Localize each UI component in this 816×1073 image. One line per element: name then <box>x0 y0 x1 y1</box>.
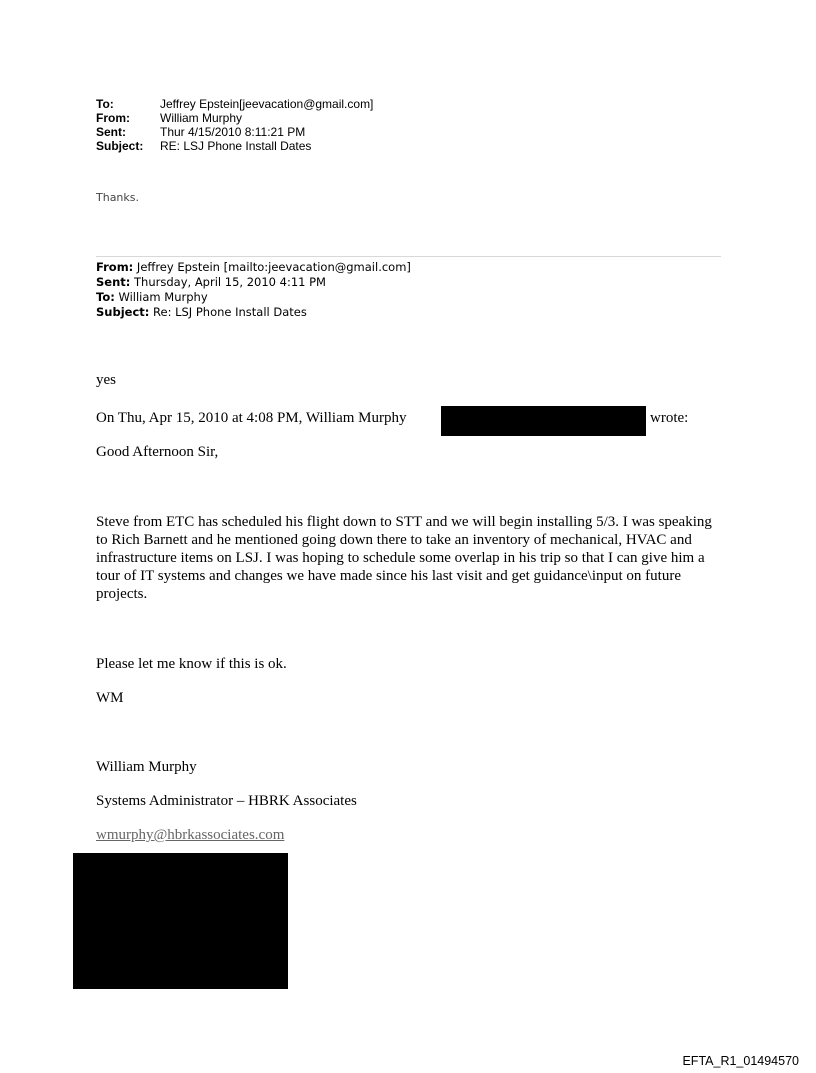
quoted-to-value: William Murphy <box>114 290 208 304</box>
header-from-value: William Murphy <box>160 111 243 125</box>
quoted-from-row <box>96 260 411 275</box>
header-to-row <box>96 97 373 111</box>
header-to-value: Jeffrey Epstein[jeevacation@gmail.com] <box>160 97 374 111</box>
quoted-from-label: From: <box>96 260 134 274</box>
quoted-from-value: Jeffrey Epstein [mailto:jeevacation@gmail.com] <box>133 260 411 274</box>
document-id: EFTA_R1_01494570 <box>682 1054 799 1068</box>
quoted-reply: yes <box>96 372 116 388</box>
quoted-to-row <box>96 290 411 305</box>
signature-redaction-block <box>73 853 288 989</box>
quoted-subject-value: Re: LSJ Phone Install Dates <box>149 305 307 319</box>
header-subject-row <box>96 139 373 153</box>
header-sent-value: Thur 4/15/2010 8:11:21 PM <box>160 125 306 139</box>
header-from-label: From: <box>96 111 130 125</box>
header-to-label: To: <box>96 97 114 111</box>
quoted-sent-label: Sent: <box>96 275 131 289</box>
quoted-sent-row <box>96 275 411 290</box>
greeting: Good Afternoon Sir, <box>96 444 219 460</box>
header-from-row <box>96 111 373 125</box>
signature-email-link[interactable]: wmurphy@hbrkassociates.com <box>96 827 285 843</box>
message-paragraph: Steve from ETC has scheduled his flight down to STT and we will begin installing 5/3. I was speaking to Rich Barnett and he mentioned going down there to take an inventory of mechanical, HVAC and infrastructure items on LSJ. I was hoping to schedule some overlap in his trip so that I can give him a tour of IT systems and changes we have made since his last visit and get guidance\input on future projects. <box>96 514 712 602</box>
quoted-sent-value: Thursday, April 15, 2010 4:11 PM <box>130 275 326 289</box>
header-sent-row <box>96 125 373 139</box>
quoted-subject-label: Subject: <box>96 305 150 319</box>
signature-title: Systems Administrator – HBRK Associates <box>96 793 357 809</box>
quoted-subject-row <box>96 305 411 320</box>
quoted-header <box>96 260 411 320</box>
email-header <box>96 97 373 153</box>
initials: WM <box>96 690 124 706</box>
reply-body: Thanks. <box>96 191 140 204</box>
header-subject-value: RE: LSJ Phone Install Dates <box>160 139 312 153</box>
redaction-block <box>441 406 646 436</box>
closing-line: Please let me know if this is ok. <box>96 656 287 672</box>
quote-divider <box>96 256 721 257</box>
header-subject-label: Subject: <box>96 139 144 153</box>
header-sent-label: Sent: <box>96 125 126 139</box>
attribution-wrote: wrote: <box>650 410 689 426</box>
signature-name: William Murphy <box>96 759 197 775</box>
quoted-to-label: To: <box>96 290 115 304</box>
attribution-line: On Thu, Apr 15, 2010 at 4:08 PM, William Murphy <box>96 410 407 426</box>
